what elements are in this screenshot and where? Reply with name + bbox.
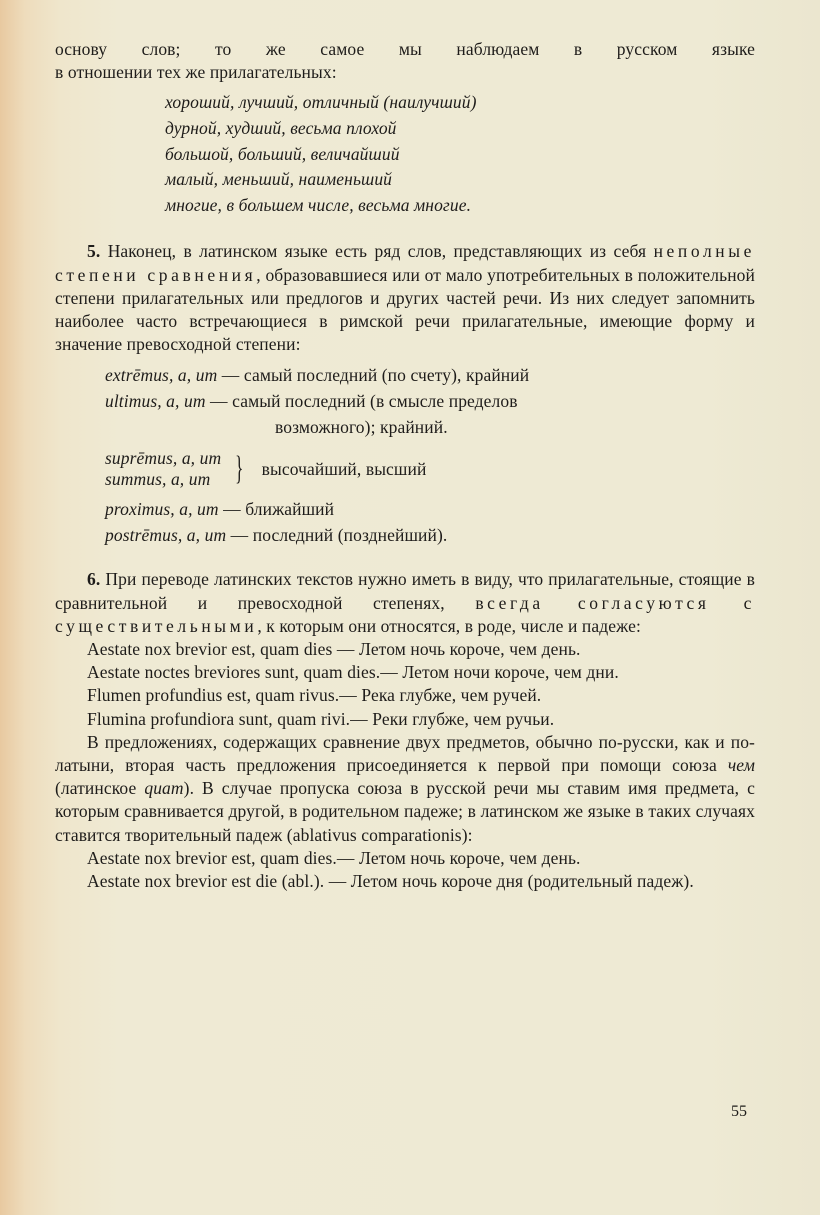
section-number: 5. <box>87 241 101 262</box>
example-sentence: Aestate nox brevior est die (abl.). — Летом ночь короче дня (родительный падеж). <box>87 871 694 892</box>
list-item <box>105 496 755 522</box>
list-item <box>105 522 755 548</box>
example-sentence: Flumina profundiora sunt, quam rivi.— Реки глубже, чем ручьи. <box>87 708 555 729</box>
italic-term: quam <box>144 778 184 799</box>
text: При переводе латинских текстов нужно иметь в виду, что прилагательные, стоящие в сравнительной и превосходной степенях, <box>55 569 755 613</box>
text: (латинское <box>55 778 145 799</box>
meaning-continuation: возможного); крайний. <box>275 417 448 438</box>
meaning: самый последний (по счету), крайний <box>243 365 530 386</box>
comparison-paragraph <box>55 731 755 847</box>
list-item: большой, больший, величайший <box>165 143 400 164</box>
brace-words <box>105 448 221 490</box>
page-number: 55 <box>731 1103 747 1120</box>
latin-word: postrēmus, a, um <box>105 525 227 546</box>
list-item: многие, в большем числе, весьма многие. <box>165 194 472 215</box>
latin-superlatives-list <box>105 362 755 548</box>
example-sentence: Aestate noctes breviores sunt, quam dies.— Летом ночи короче, чем дни. <box>87 662 619 683</box>
list-item <box>105 362 755 388</box>
latin-word: ultimus, a, um <box>105 391 206 412</box>
text: Наконец, в латинском языке есть ряд слов, представляющих из себя <box>107 241 654 262</box>
italic-term: чем <box>727 755 755 776</box>
example-sentence: Flumen profundius est, quam rivus.— Река глубже, чем ручей. <box>87 685 542 706</box>
meaning: ближайший <box>245 499 335 520</box>
intro-line-1: основу слов; то же самое мы наблюдаем в русском языке <box>55 39 755 59</box>
brace-group <box>105 448 755 490</box>
section-5-paragraph <box>55 240 755 356</box>
section-number: 6. <box>87 569 101 590</box>
list-item <box>105 388 755 414</box>
latin-word: extrēmus, a, um <box>105 365 218 386</box>
latin-word: proximus, a, um <box>105 499 219 520</box>
meaning: высочайший, высший <box>261 459 427 480</box>
text: В предложениях, содержащих сравнение двух предметов, обычно по-русски, как и по-латыни, вторая часть предложения присоединяется к первой при помощи союза <box>55 731 755 776</box>
example-sentence: Aestate nox brevior est, quam dies.— Летом ночь короче, чем день. <box>87 847 581 868</box>
dash: — <box>205 391 233 412</box>
spaced-emphasis: неполные степени сравнения <box>55 241 756 285</box>
russian-comparison-list <box>165 90 755 218</box>
list-item: малый, меньший, наименьший <box>165 169 393 190</box>
section-6-paragraph <box>55 568 755 638</box>
latin-word: summus, a, um <box>105 469 211 490</box>
latin-word: suprēmus, a, um <box>105 448 222 469</box>
dash: — <box>217 365 244 386</box>
text: , образовавшиеся или от мало употребительных в положительной степени прилагательных или предлогов и других частей речи. Из них следует запомнить наиболее часто встречающиеся в римской речи прилагательные, имеющие форму и значение превосходной степени: <box>55 264 755 355</box>
text: ). В случае пропуска союза в русской речи мы ставим имя предмета, с которым сравнивается другой, в родительном падеже; в латинском же языке в таких случаях ставится творительный падеж (ablativus comparationis): <box>55 778 755 845</box>
example-sentence: Aestate nox brevior est, quam dies — Летом ночь короче, чем день. <box>87 639 581 659</box>
dash: — <box>226 525 253 546</box>
text: , к которым они относятся, в роде, числе и падеже: <box>257 615 641 636</box>
list-item: дурной, худший, весьма плохой <box>165 118 397 138</box>
book-page <box>55 38 755 893</box>
meaning: самый последний (в смысле пределов <box>232 391 518 412</box>
meaning: последний (позднейший). <box>252 525 448 546</box>
intro-line-2: в отношении тех же прилагательных: <box>55 62 337 83</box>
dash: — <box>218 499 246 520</box>
spaced-emphasis: всегда согласуются с существительными <box>55 592 755 636</box>
list-item: хороший, лучший, отличный (наилучший) <box>165 92 477 113</box>
brace-icon: } <box>235 450 244 488</box>
